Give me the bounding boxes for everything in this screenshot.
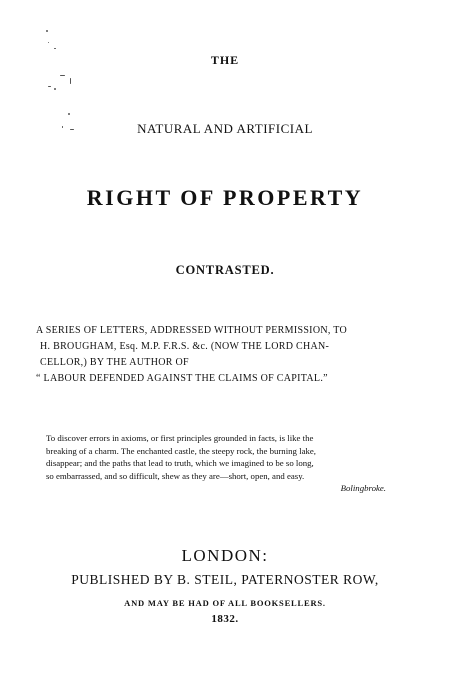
title-the: THE [210,53,240,67]
epigraph [46,432,390,495]
imprint-publisher: PUBLISHED BY B. STEIL, PATERNOSTER ROW, [71,572,379,587]
epigraph-line: so embarrassed, and so difficult, shew as they are—short, open, and easy. [46,470,305,481]
epigraph-attribution: Bolingbroke. [340,483,386,493]
epigraph-line: breaking of a charm. The enchanted castle, the steepy rock, the burning lake, [46,445,316,456]
epigraph-line: disappear; and the paths that lead to truth, which we imagined to be so long, [46,458,314,468]
subtitle-line: A SERIES OF LETTERS, ADDRESSED WITHOUT PERMISSION, TO [36,325,348,336]
imprint-city: LONDON: [181,546,269,565]
epigraph-line: To discover errors in axioms, or first principles grounded in facts, is like the [46,433,314,443]
imprint-year: 1832. [211,613,239,625]
subtitle-block [36,323,396,387]
title-contrasted: CONTRASTED. [175,263,275,277]
subtitle-line: CELLOR,) BY THE AUTHOR OF [40,357,189,368]
main-title: RIGHT OF PROPERTY [86,185,364,210]
title-natural-artificial: NATURAL AND ARTIFICIAL [137,121,313,136]
subtitle-line: H. BROUGHAM, Esq. M.P. F.R.S. &c. (NOW THE LORD CHAN- [40,341,330,352]
imprint-booksellers: AND MAY BE HAD OF ALL BOOKSELLERS. [124,598,326,608]
subtitle-line: “ LABOUR DEFENDED AGAINST THE CLAIMS OF CAPITAL.” [36,373,328,384]
